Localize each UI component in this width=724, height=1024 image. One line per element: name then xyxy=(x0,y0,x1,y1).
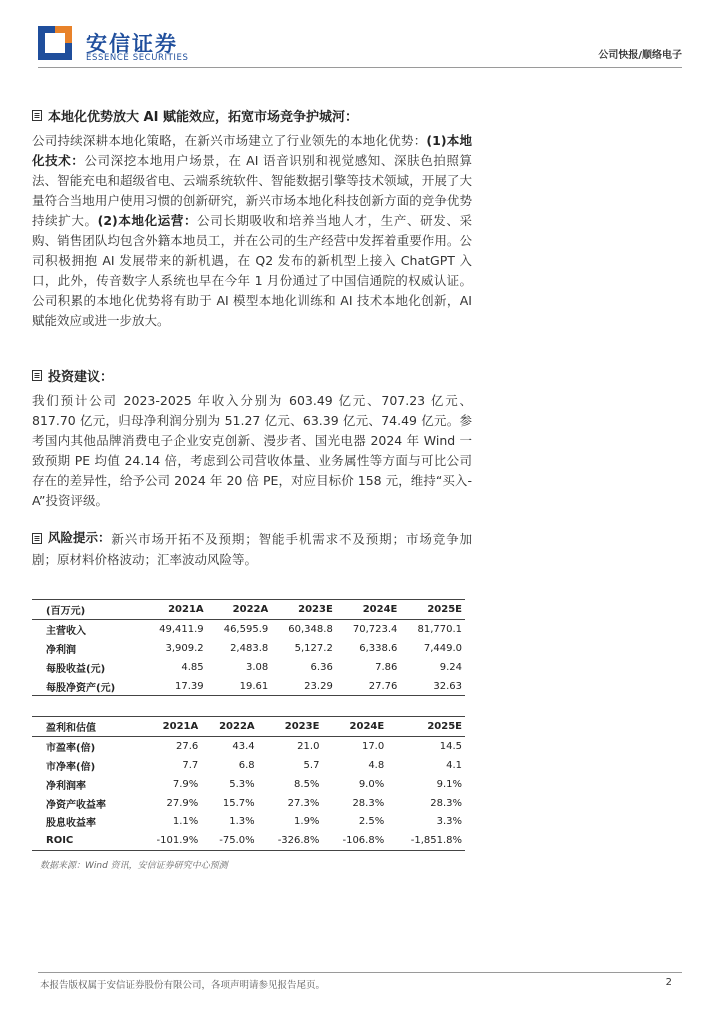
valuation-table xyxy=(32,716,465,851)
table-cell: 49,411.9 xyxy=(159,623,204,635)
table-cell: 27.6 xyxy=(175,740,199,752)
document-icon xyxy=(32,533,42,544)
table-header-cell: 2023E xyxy=(271,600,336,620)
table-header-cell: 2024E xyxy=(322,717,387,737)
table-cell: -326.8% xyxy=(258,831,323,850)
table-cell: 27.3% xyxy=(287,797,320,809)
table-cell: 7.9% xyxy=(172,778,199,790)
row-label: 净利润率 xyxy=(46,780,86,792)
data-source-note: 数据来源：Wind 资讯，安信证券研究中心预测 xyxy=(40,861,228,871)
section-title-text: 本地化优势放大 AI 赋能效应，拓宽市场竞争护城河： xyxy=(48,110,358,125)
table-cell: 5.7 xyxy=(303,759,320,771)
paragraph-localization xyxy=(32,131,472,331)
table-row xyxy=(32,639,465,658)
table-header-cell: 2025E xyxy=(400,600,465,620)
table-header-cell: 2022A xyxy=(207,600,272,620)
table-cell: 4.1 xyxy=(446,759,462,771)
table-cell: 17.0 xyxy=(361,740,385,752)
table-header-cell: (百万元) xyxy=(32,600,142,620)
document-icon xyxy=(32,110,42,121)
footer-disclaimer: 本报告版权属于安信证券股份有限公司，各项声明请参见报告尾页。 xyxy=(40,980,326,991)
table-cell: 7,449.0 xyxy=(423,642,462,654)
table-cell: 27.76 xyxy=(336,677,401,696)
table-row xyxy=(32,677,465,696)
table-row xyxy=(32,736,465,755)
table-cell: 9.24 xyxy=(439,661,462,673)
company-logo-en: ESSENCE SECURITIES xyxy=(86,53,189,63)
risk-text: 新兴市场开拓不及预期；智能手机需求不及预期；市场竞争加剧；原材料价格波动；汇率波动风险等。 xyxy=(32,531,472,567)
table-cell: 6.8 xyxy=(238,759,255,771)
header-divider xyxy=(38,67,682,68)
table-row xyxy=(32,794,465,813)
table-cell: 3,909.2 xyxy=(165,642,204,654)
table-header-cell: 盈利和估值 xyxy=(32,717,136,737)
paragraph-intro: 公司持续深耕本地化策略，在新兴市场建立了行业领先的本地化优势： xyxy=(32,133,427,148)
table-cell: 6.36 xyxy=(310,661,333,673)
table2-body xyxy=(32,736,465,850)
table-cell: 1.9% xyxy=(294,816,320,828)
table-row xyxy=(32,619,465,638)
table-cell: 5.3% xyxy=(229,778,255,790)
table-row xyxy=(32,775,465,794)
row-label: 净利润 xyxy=(46,644,76,656)
table-row xyxy=(32,812,465,831)
table-cell: -106.8% xyxy=(322,831,387,850)
table-cell: -101.9% xyxy=(136,831,201,850)
table1-body xyxy=(32,619,465,696)
paragraph-local-ops: 公司长期吸收和培养当地人才，生产、研发、采购、销售团队均包含外籍本地员工，并在公司的生产经营中发挥着重要作用。公司积极拥抱 AI 发展带来的新机遇，在 Q2 发布的新机型上接入 ChatGPT 入口，此外，传音数字人系统也早在今年 1 月份通过了中国信通院的权威认证。公司积累的本地化优势将有助于 AI 模型本地化训练和 AI 技术本地化创新，AI 赋能效应或进一步放大。 xyxy=(32,213,472,328)
table-header-cell: 2024E xyxy=(336,600,401,620)
table-cell: 3.08 xyxy=(245,661,269,673)
table-row xyxy=(32,756,465,775)
table-cell: 7.7 xyxy=(182,759,199,771)
table-cell: 6,338.6 xyxy=(359,642,398,654)
table-row xyxy=(32,658,465,677)
page-number: 2 xyxy=(665,977,672,988)
table-cell: 28.3% xyxy=(352,797,385,809)
subhead-local-ops: (2)本地化运营： xyxy=(97,213,198,228)
table-cell: 23.29 xyxy=(271,677,336,696)
table-cell: 8.5% xyxy=(294,778,320,790)
paragraph-investment: 我们预计公司 2023-2025 年收入分别为 603.49 亿元、707.23 亿元、817.70 亿元，归母净利润分别为 51.27 亿元、63.39 亿元、74.49 亿元。参考国内其他品牌消费电子企业安克创新、漫步者、国光电器 2024 年 Wind 一致预期 PE 均值 24.14 倍，考虑到公司营收体量、业务属性等方面与可比公司存在的差异性，给予公司 2024 年 20 倍 PE，对应目标价 158 元，维持“买入-A”投资评级。 xyxy=(32,393,472,508)
table-cell: 5,127.2 xyxy=(294,642,333,654)
table-cell: 9.1% xyxy=(436,778,462,790)
table-cell: 4.85 xyxy=(181,661,204,673)
section-title-text: 投资建议： xyxy=(48,370,114,385)
table-cell: 7.86 xyxy=(375,661,398,673)
table-cell: 2.5% xyxy=(358,816,385,828)
table-cell: 60,348.8 xyxy=(288,623,333,635)
paragraph-risk xyxy=(32,528,472,570)
section-title-risk xyxy=(32,528,111,548)
company-logo-text: 安信证券 xyxy=(86,32,178,56)
document-icon xyxy=(32,370,42,381)
table-cell: 4.8 xyxy=(368,759,385,771)
table-cell: 14.5 xyxy=(439,740,462,752)
footer-divider xyxy=(38,972,682,973)
table-header-cell: 2023E xyxy=(258,717,323,737)
table-cell: 15.7% xyxy=(222,797,255,809)
section-title-text: 风险提示： xyxy=(48,530,111,545)
table-cell: -75.0% xyxy=(201,831,257,850)
section-title-localization xyxy=(32,106,358,125)
table-cell: 28.3% xyxy=(430,797,462,809)
table-header-cell: 2021A xyxy=(136,717,201,737)
row-label: 每股净资产(元) xyxy=(32,677,142,696)
table-cell: 43.4 xyxy=(232,740,255,752)
row-label: 股息收益率 xyxy=(46,818,96,830)
table-cell: 17.39 xyxy=(142,677,207,696)
paragraph-local-tech: 公司深挖本地用户场景，在 AI 语音识别和视觉感知、深肤色拍照算法、智能充电和超级省电、云端系统软件、智能数据引擎等技术领域，开展了大量符合当地用户使用习惯的创新研究，新兴市场本地化科技创新方面的竞争优势持续扩大。 xyxy=(32,153,472,228)
table-cell: 3.3% xyxy=(436,816,462,828)
row-label: 每股收益(元) xyxy=(46,663,106,675)
subhead-local-tech: (1)本地化技术： xyxy=(32,133,472,168)
table-cell: 81,770.1 xyxy=(417,623,462,635)
table-cell: 32.63 xyxy=(400,677,465,696)
table-header-row xyxy=(32,600,465,620)
table-header-cell: 2025E xyxy=(387,717,465,737)
row-label: 净资产收益率 xyxy=(46,799,106,811)
table-cell: 46,595.9 xyxy=(223,623,269,635)
table-cell: 1.3% xyxy=(229,816,255,828)
table-header-cell: 2022A xyxy=(201,717,257,737)
table-cell: 2,483.8 xyxy=(230,642,269,654)
report-category: 公司快报/顺络电子 xyxy=(598,50,682,61)
financial-forecast-table xyxy=(32,599,465,696)
table-cell: -1,851.8% xyxy=(387,831,465,850)
table-cell: 27.9% xyxy=(166,797,199,809)
essence-logo-icon xyxy=(38,26,72,60)
row-label: 市盈率(倍) xyxy=(46,742,96,754)
table-cell: 21.0 xyxy=(297,740,320,752)
row-label: 市净率(倍) xyxy=(46,761,96,773)
row-label: ROIC xyxy=(32,831,136,850)
table-cell: 1.1% xyxy=(172,816,199,828)
table-header-row xyxy=(32,717,465,737)
section-title-investment xyxy=(32,366,113,385)
table-cell: 70,723.4 xyxy=(352,623,398,635)
table-row xyxy=(32,831,465,850)
row-label: 主营收入 xyxy=(46,625,86,637)
table-cell: 19.61 xyxy=(207,677,272,696)
table-header-cell: 2021A xyxy=(142,600,207,620)
table-cell: 9.0% xyxy=(358,778,385,790)
